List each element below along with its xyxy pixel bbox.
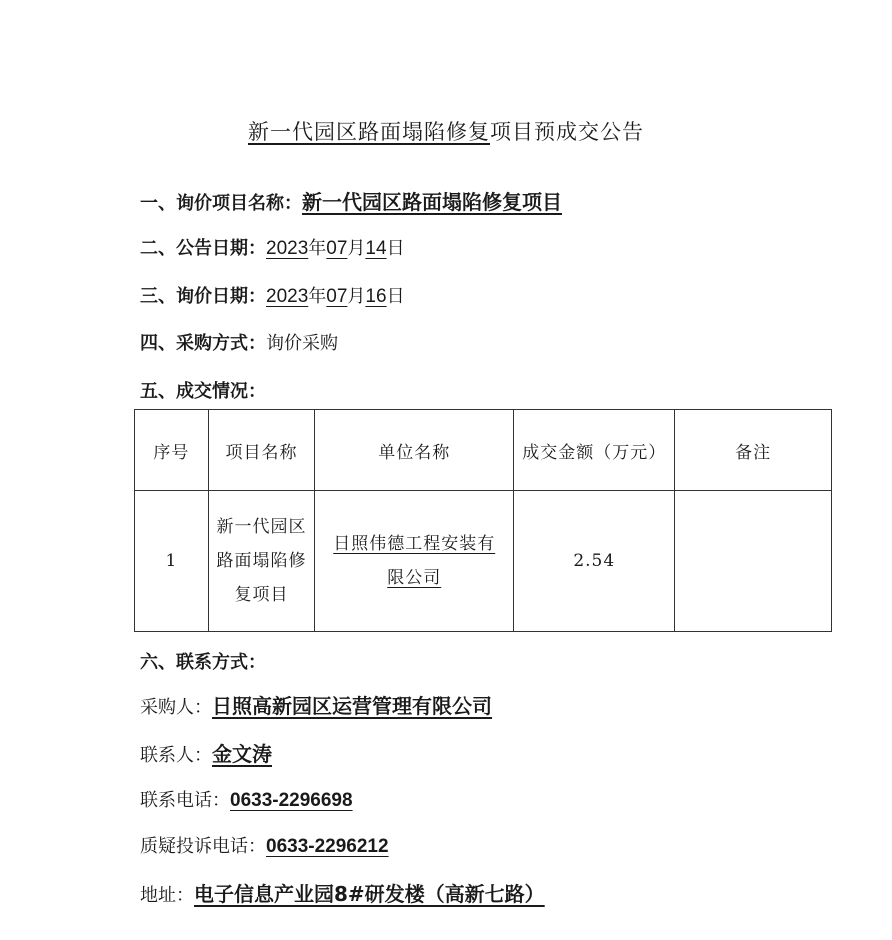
announce-day: 14 <box>365 238 387 259</box>
cell-no: 1 <box>135 491 209 632</box>
inquiry-year-unit: 年 <box>308 286 327 307</box>
header-cell-amount: 成交金额（万元） <box>514 410 675 491</box>
project-name-label: 一、询价项目名称： <box>140 193 302 214</box>
cell-unit <box>315 491 514 632</box>
header-cell-unit: 单位名称 <box>315 410 514 491</box>
page-title <box>0 116 892 146</box>
procurement-method-value: 询价采购 <box>266 333 338 354</box>
contact-person-value: 金文涛 <box>212 742 272 766</box>
cell-amount: 2.54 <box>514 491 675 632</box>
result-table <box>134 409 832 632</box>
announce-day-unit: 日 <box>386 238 405 259</box>
cell-project-line-1: 新一代园区 <box>216 517 307 537</box>
table-header-row <box>135 410 832 491</box>
procurement-method-line <box>140 329 338 355</box>
cell-project-line-3: 复项目 <box>234 585 289 605</box>
header-cell-no: 序号 <box>135 410 209 491</box>
header-cell-note: 备注 <box>675 410 832 491</box>
cell-unit-line-2: 限公司 <box>387 568 442 588</box>
contact-heading-label: 六、联系方式： <box>140 652 266 673</box>
announce-year-unit: 年 <box>308 238 327 259</box>
cell-project <box>208 491 314 632</box>
project-name-line <box>140 186 562 215</box>
buyer-line <box>140 690 492 719</box>
header-cell-project: 项目名称 <box>208 410 314 491</box>
inquiry-year: 2023 <box>266 286 309 307</box>
phone-value: 0633-2296698 <box>230 790 353 811</box>
announce-month-unit: 月 <box>347 238 366 259</box>
contact-person-label: 联系人： <box>140 745 212 766</box>
inquiry-date-label: 三、询价日期： <box>140 286 266 307</box>
table-row <box>135 491 832 632</box>
procurement-method-label: 四、采购方式： <box>140 333 266 354</box>
complaint-phone-label: 质疑投诉电话： <box>140 836 266 857</box>
address-value: 电子信息产业园8#研发楼（高新七路） <box>194 882 545 906</box>
announce-date-line <box>140 234 405 260</box>
address-line <box>140 878 545 907</box>
phone-line <box>140 786 353 812</box>
inquiry-month: 07 <box>326 286 348 307</box>
cell-project-line-2: 路面塌陷修 <box>216 551 307 571</box>
title-rest: 项目预成交公告 <box>490 120 644 144</box>
complaint-phone-value: 0633-2296212 <box>266 836 389 857</box>
buyer-label: 采购人： <box>140 697 212 718</box>
cell-unit-line-1: 日照伟德工程安装有 <box>333 534 496 554</box>
inquiry-date-line <box>140 282 405 308</box>
inquiry-month-unit: 月 <box>347 286 366 307</box>
cell-note <box>675 491 832 632</box>
contact-person-line <box>140 738 272 767</box>
result-heading-label: 五、成交情况： <box>140 381 266 402</box>
title-underlined: 新一代园区路面塌陷修复 <box>248 120 490 144</box>
phone-label: 联系电话： <box>140 790 230 811</box>
result-heading <box>140 377 266 403</box>
address-label: 地址： <box>140 885 194 906</box>
complaint-phone-line <box>140 832 389 858</box>
announce-month: 07 <box>326 238 348 259</box>
inquiry-day: 16 <box>365 286 387 307</box>
contact-heading <box>140 648 266 674</box>
buyer-value: 日照高新园区运营管理有限公司 <box>212 694 492 718</box>
project-name-value: 新一代园区路面塌陷修复项目 <box>302 190 562 214</box>
announce-year: 2023 <box>266 238 309 259</box>
announce-date-label: 二、公告日期： <box>140 238 266 259</box>
inquiry-day-unit: 日 <box>386 286 405 307</box>
